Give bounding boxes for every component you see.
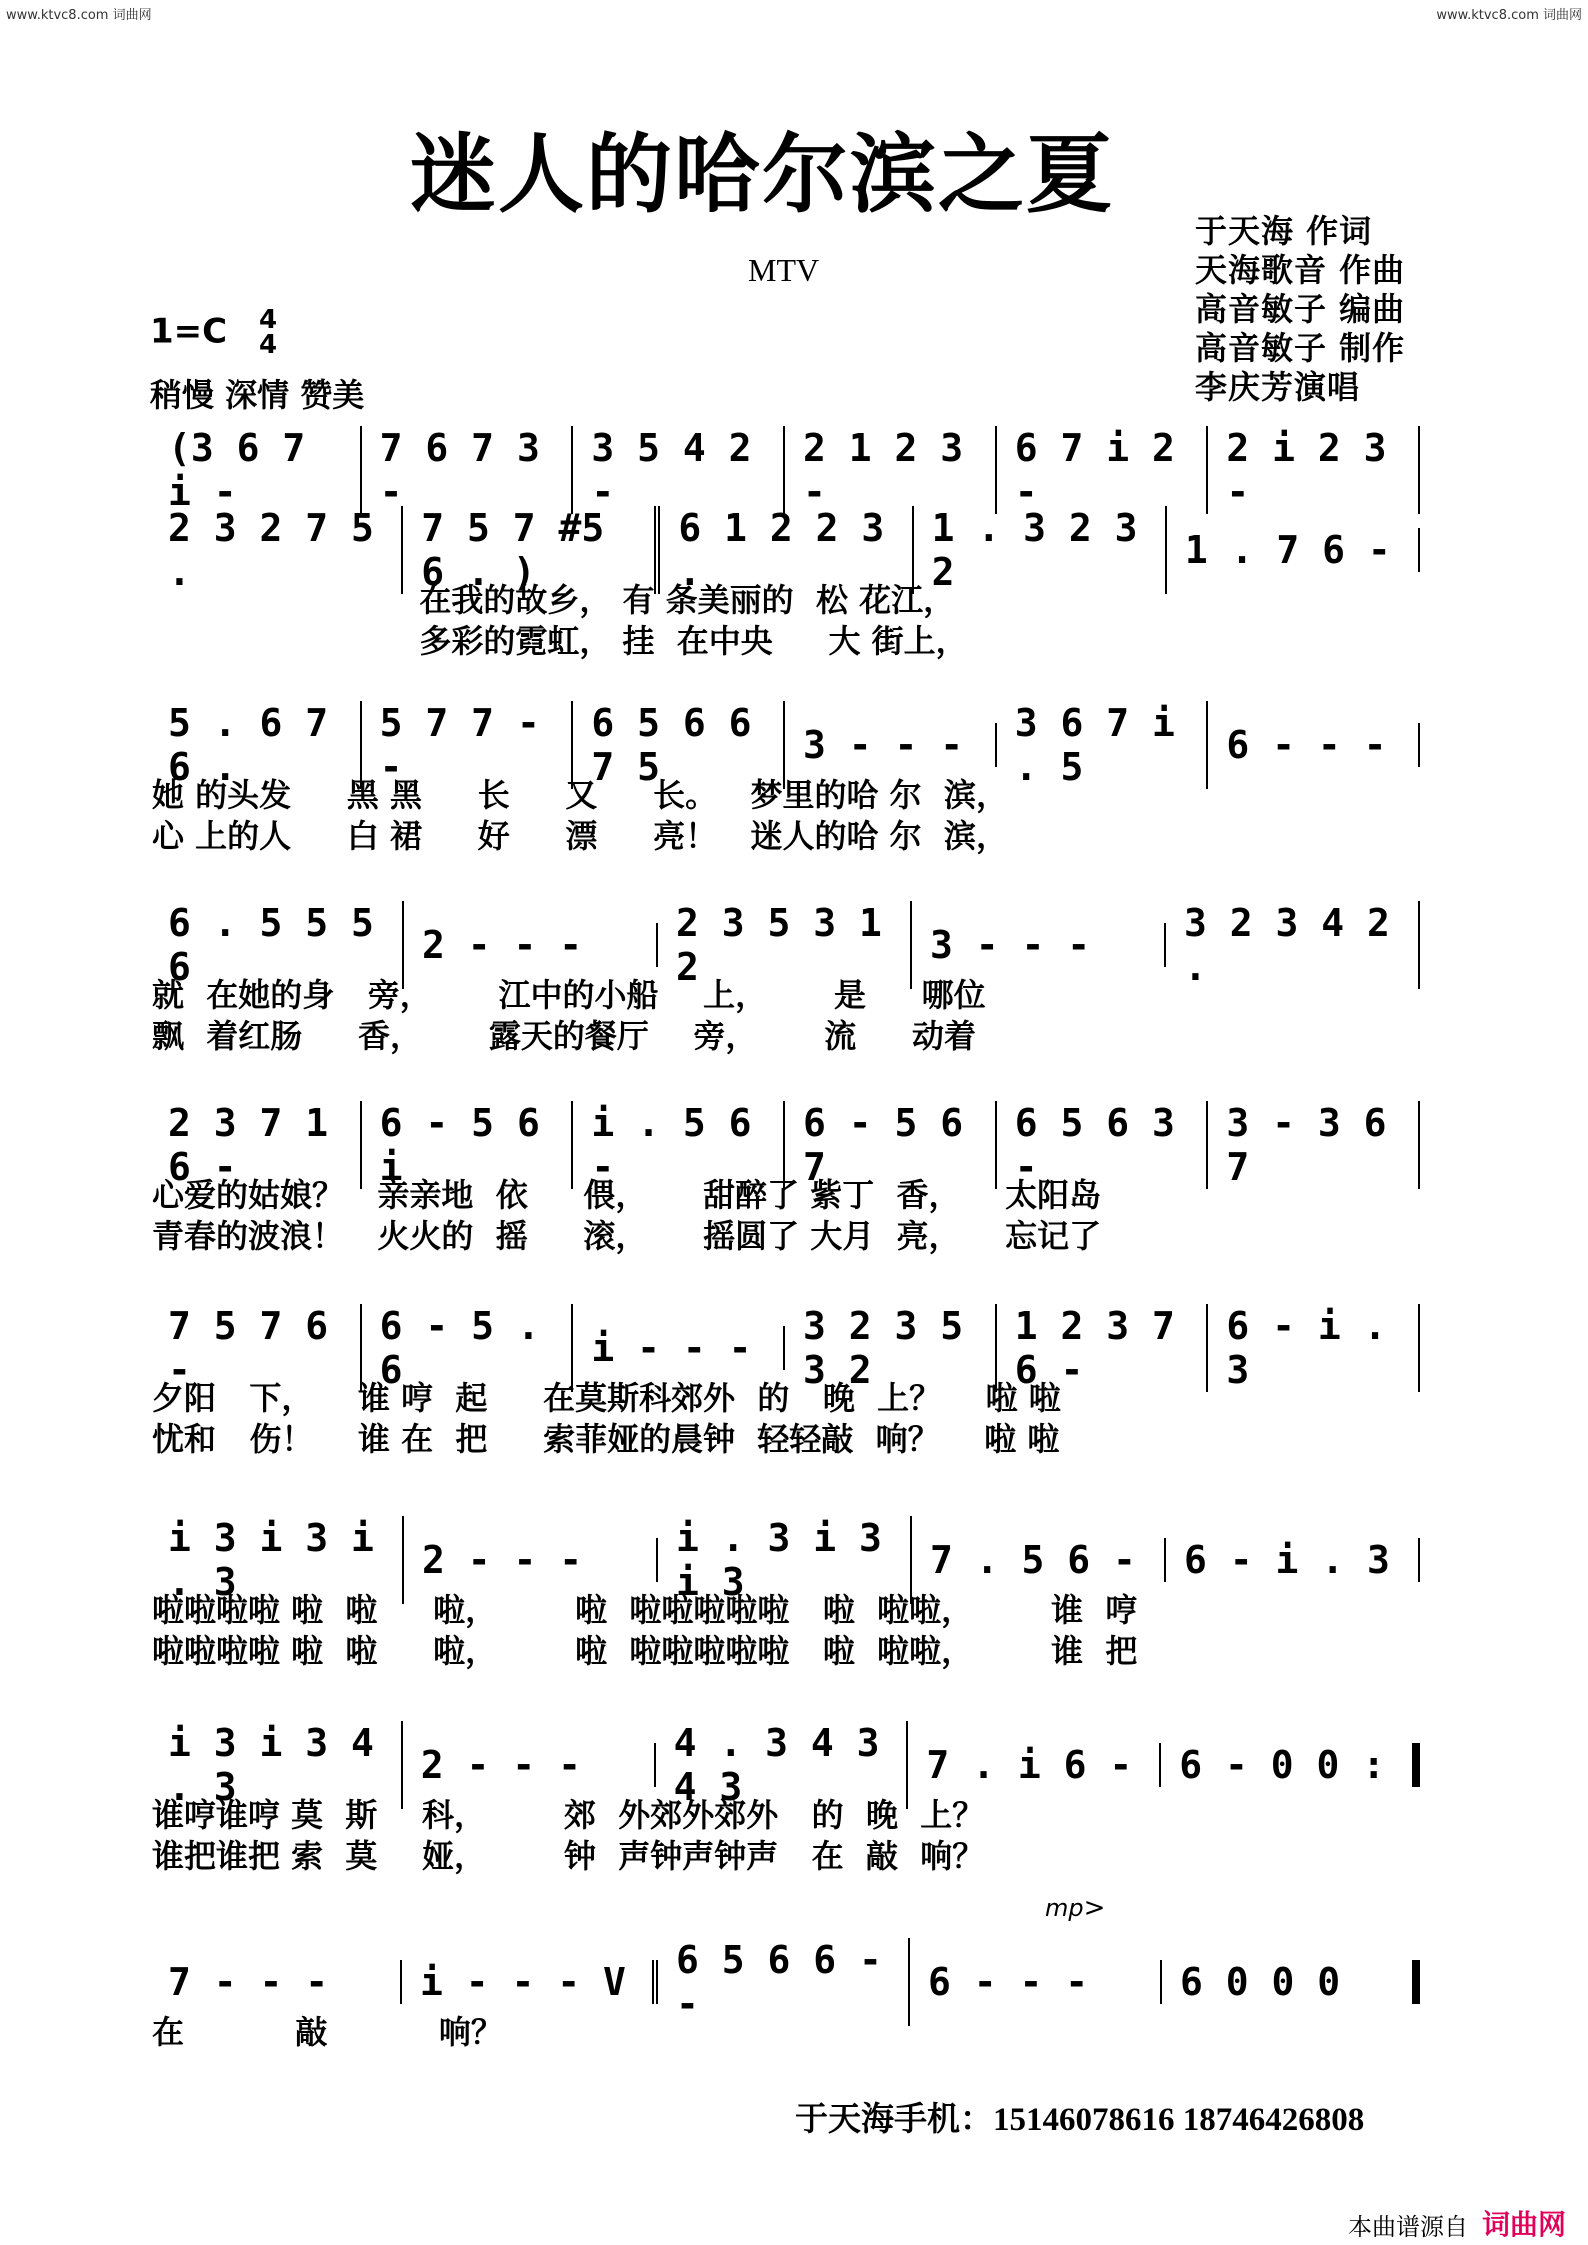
measure: 6 - 5 . 6: [362, 1304, 574, 1392]
measure: i 3 i 3 4 . 3: [150, 1721, 403, 1809]
lyric-verse-2: 飘 着红肠 香， 露天的餐厅 旁， 流 动着: [152, 1017, 976, 1055]
lyric-verse-1: 夕阳 下， 谁 哼 起 在莫斯科郊外 的 晚 上？ 啦 啦: [152, 1379, 1061, 1417]
measure-final: 6 0 0 0: [1162, 1960, 1420, 2004]
measure: i - - - V: [402, 1960, 658, 2004]
measure: (3 6 7 i -: [150, 426, 362, 514]
diminuendo-icon: >: [1083, 1893, 1106, 1923]
measure: 6 - 5 6 7: [785, 1101, 997, 1189]
measure: 6 - i . 3: [1166, 1538, 1420, 1582]
song-subtitle: MTV: [748, 252, 820, 288]
score-row-2: [150, 506, 1420, 662]
watermark-right: www.ktvc8.com 词曲网: [1436, 8, 1582, 23]
footer-site-logo[interactable]: 词曲网: [1482, 2208, 1567, 2241]
measure: 5 . 6 7 6 .: [150, 701, 362, 789]
measure: 3 6 7 i . 5: [997, 701, 1209, 789]
measure: 2 1 2 3 -: [785, 426, 997, 514]
lyric-verse-2: 啦啦啦啦 啦 啦 啦， 啦 啦啦啦啦啦 啦 啦啦， 谁 把: [152, 1632, 1138, 1670]
dynamic-mark: [1045, 1893, 1105, 1923]
measure: 3 - - -: [912, 923, 1166, 967]
measure: 6 - - -: [910, 1960, 1162, 2004]
notes-line: [150, 701, 1420, 789]
tempo-marking: 稍慢 深情 赞美: [150, 376, 365, 414]
notes-line: [150, 1721, 1420, 1809]
measure: 6 5 6 6 - -: [658, 1938, 910, 2026]
score-row-9: [150, 1938, 1420, 2053]
measure: 6 . 5 5 5 6: [150, 901, 404, 989]
measure: 2 3 5 3 1 2: [658, 901, 912, 989]
key-signature: [150, 305, 278, 360]
measure: 2 3 7 1 6 -: [150, 1101, 362, 1189]
credits-block: [1195, 212, 1405, 407]
score-row-6: [150, 1304, 1420, 1460]
measure: 1 . 3 2 3 2: [914, 506, 1167, 594]
measure: 2 - - -: [404, 1538, 658, 1582]
measure: 7 . i 6 -: [908, 1743, 1161, 1787]
watermark-left: www.ktvc8.com 词曲网: [6, 8, 152, 23]
measure: 7 5 7 6 -: [150, 1304, 362, 1392]
measure: 2 i 2 3 -: [1208, 426, 1420, 514]
measure: 2 - - -: [404, 923, 658, 967]
score-row-3: [150, 701, 1420, 857]
measure: 6 - i . 3: [1208, 1304, 1420, 1392]
measure-repeat-end: 6 - 0 0 :: [1161, 1743, 1420, 1787]
footer-source: 本曲谱源自: [1348, 2213, 1468, 2241]
measure: 3 2 3 5 3 2: [785, 1304, 997, 1392]
measure: 1 . 7 6 -: [1167, 528, 1420, 572]
measure: 1 2 3 7 6 -: [997, 1304, 1209, 1392]
lyric-verse-1: 就 在她的身 旁， 江中的小船 上， 是 哪位: [152, 976, 986, 1014]
measure: 6 - 5 6 i: [362, 1101, 574, 1189]
lyric-verse-1: 啦啦啦啦 啦 啦 啦， 啦 啦啦啦啦啦 啦 啦啦， 谁 哼: [152, 1591, 1138, 1629]
notes-line: [150, 1304, 1420, 1392]
credit-arranger: 高音敏子 编曲: [1195, 290, 1406, 328]
measure: 2 3 2 7 5 .: [150, 506, 403, 594]
credit-singer: 李庆芳演唱: [1195, 368, 1361, 406]
time-denominator: 4: [258, 330, 278, 360]
measure: 6 1 2 2 3 .: [660, 506, 913, 594]
dynamic-mp: mp: [1045, 1894, 1084, 1922]
measure: 7 . 5 6 -: [912, 1538, 1166, 1582]
measure: 7 - - -: [150, 1960, 402, 2004]
measure: 3 - - -: [785, 723, 997, 767]
score-row-1: [150, 426, 1420, 514]
measure: 5 7 7 - -: [362, 701, 574, 789]
credit-lyricist: 于天海 作词: [1195, 212, 1373, 250]
lyric-verse-1: 谁哼谁哼 莫 斯 科， 郊 外郊外郊外 的 晚 上？: [152, 1796, 985, 1834]
lyric-verse-2: 青春的波浪！ 火火的 摇 滚， 摇圆了 大月 亮， 忘记了: [152, 1217, 1102, 1255]
measure: 6 7 i 2 -: [997, 426, 1209, 514]
measure: i 3 i 3 i . 3: [150, 1516, 404, 1604]
lyric-verse-1: 心爱的姑娘？ 亲亲地 依 偎， 甜醉了 紫丁 香， 太阳岛: [152, 1176, 1102, 1214]
time-numerator: 4: [258, 305, 278, 335]
notes-line: [150, 1516, 1420, 1604]
notes-line: [150, 1101, 1420, 1189]
notes-line: [150, 1938, 1420, 2026]
notes-line: [150, 506, 1420, 594]
notes-line: [150, 426, 1420, 514]
measure: i . 3 i 3 i 3: [658, 1516, 912, 1604]
measure: i - - -: [573, 1326, 785, 1370]
lyric-verse-2: 谁把谁把 索 莫 娅， 钟 声钟声钟声 在 敲 响？: [152, 1837, 985, 1875]
measure: i . 5 6 -: [573, 1101, 785, 1189]
key-label: 1=C: [150, 311, 228, 352]
score-row-7: [150, 1516, 1420, 1672]
measure: 3 - 3 6 7: [1208, 1101, 1420, 1189]
contact-phone: 于天海手机：15146078616 18746426808: [795, 2102, 1365, 2138]
measure: 2 - - -: [403, 1743, 656, 1787]
measure: 7 5 7 #5 6 . ): [403, 506, 660, 594]
score-row-5: [150, 1101, 1420, 1257]
measure: 6 - - -: [1208, 723, 1420, 767]
lyric-verse-1: 在我的故乡， 有 条美丽的 松 花江，: [152, 581, 956, 619]
measure: 7 6 7 3 -: [362, 426, 574, 514]
song-title: 迷人的哈尔滨之夏: [410, 124, 1114, 225]
measure: 3 5 4 2 -: [573, 426, 785, 514]
credit-composer: 天海歌音 作曲: [1195, 251, 1406, 289]
measure: 3 2 3 4 2 .: [1166, 901, 1420, 989]
time-signature: [258, 305, 278, 360]
lyric-verse-2: 多彩的霓虹， 挂 在中央 大 街上，: [152, 622, 968, 660]
score-row-8: [150, 1721, 1420, 1877]
lyric-verse-1: 在 敲 响？: [152, 2013, 503, 2051]
measure: 4 . 3 4 3 4 3: [656, 1721, 909, 1809]
lyric-verse-1: 她 的头发 黑 黑 长 又 长。 梦里的哈 尔 滨，: [152, 776, 1008, 814]
measure: 6 5 6 3 -: [997, 1101, 1209, 1189]
score-row-4: [150, 901, 1420, 1057]
measure: 6 5 6 6 7 5: [573, 701, 785, 789]
lyric-verse-2: 忧和 伤！ 谁 在 把 索菲娅的晨钟 轻轻敲 响？ 啦 啦: [152, 1420, 1060, 1458]
credit-producer: 高音敏子 制作: [1195, 329, 1406, 367]
lyric-verse-2: 心 上的人 白 裙 好 漂 亮！ 迷人的哈 尔 滨，: [152, 817, 1008, 855]
notes-line: [150, 901, 1420, 989]
